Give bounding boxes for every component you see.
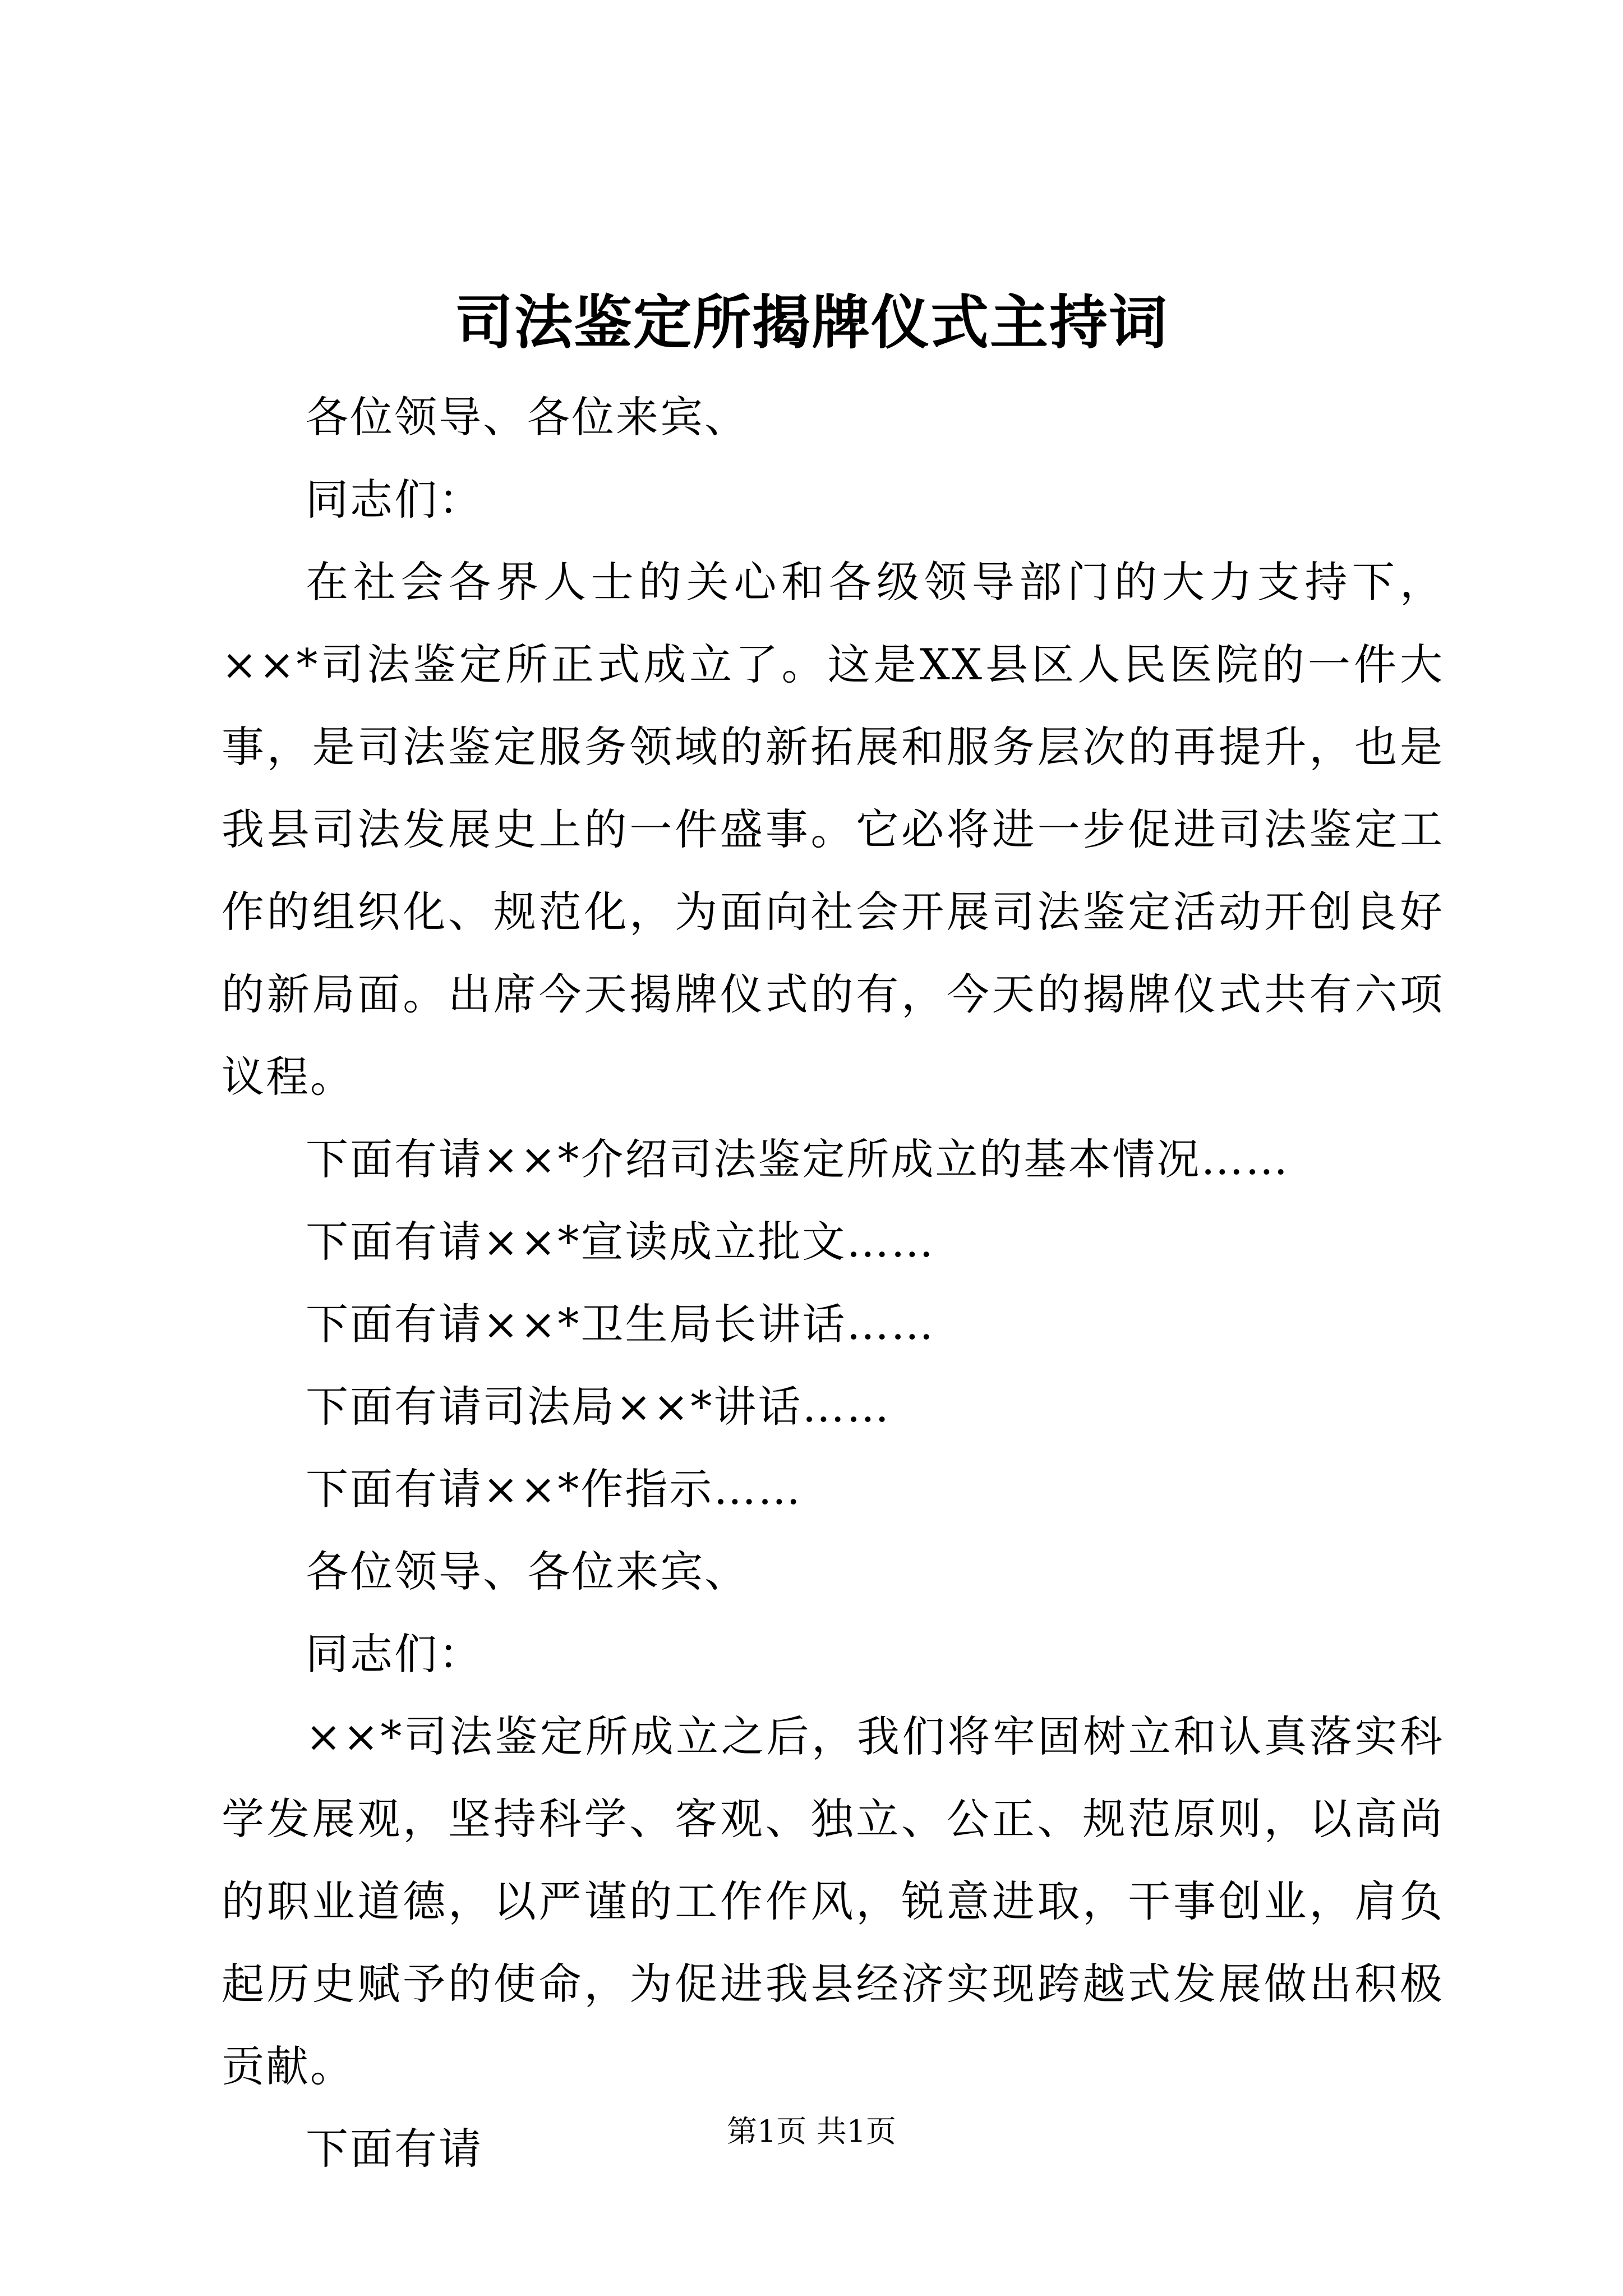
paragraph-greeting: 各位领导、各位来宾、 bbox=[306, 1547, 749, 1596]
paragraph-opening: 在社会各界人士的关心和各级领导部门的大力支持下，××*司法鉴定所正式成立了。这是XX县区人民医院的一件大事，是司法鉴定服务领域的新拓展和服务层次的再提升，也是我县司法发展史上的一件盛事。它必将进一步促进司法鉴定工作的组织化、规范化，为面向社会开展司法鉴定活动开创良好的新局面。出席今天揭牌仪式的有，今天的揭牌仪式共有六项议程。 bbox=[222, 557, 1444, 1102]
paragraph-agenda-item: 下面有请司法局××*讲话…… bbox=[306, 1382, 891, 1432]
paragraph-greeting: 各位领导、各位来宾、 bbox=[306, 392, 749, 442]
document-body bbox=[222, 376, 1444, 2190]
paragraph-agenda-item: 下面有请××*卫生局长讲话…… bbox=[306, 1299, 935, 1349]
paragraph-agenda-item: 下面有请××*作指示…… bbox=[306, 1464, 803, 1514]
paragraph-comrades: 同志们： bbox=[306, 1629, 483, 1679]
paragraph-agenda-item: 下面有请××*宣读成立批文…… bbox=[306, 1217, 935, 1267]
paragraph-comrades: 同志们： bbox=[306, 475, 483, 524]
document-title: 司法鉴定所揭牌仪式主持词 bbox=[454, 288, 1168, 357]
paragraph-final: 下面有请 bbox=[306, 2124, 483, 2174]
paragraph-closing: ××*司法鉴定所成立之后，我们将牢固树立和认真落实科学发展观，坚持科学、客观、独立、公正、规范原则，以高尚的职业道德，以严谨的工作作风，锐意进取，干事创业，肩负起历史赋予的使命，为促进我县经济实现跨越式发展做出积极贡献。 bbox=[222, 1711, 1444, 2091]
paragraph-agenda-item: 下面有请××*介绍司法鉴定所成立的基本情况…… bbox=[306, 1134, 1290, 1184]
page-footer: 第1页 共1页 bbox=[727, 2114, 896, 2149]
